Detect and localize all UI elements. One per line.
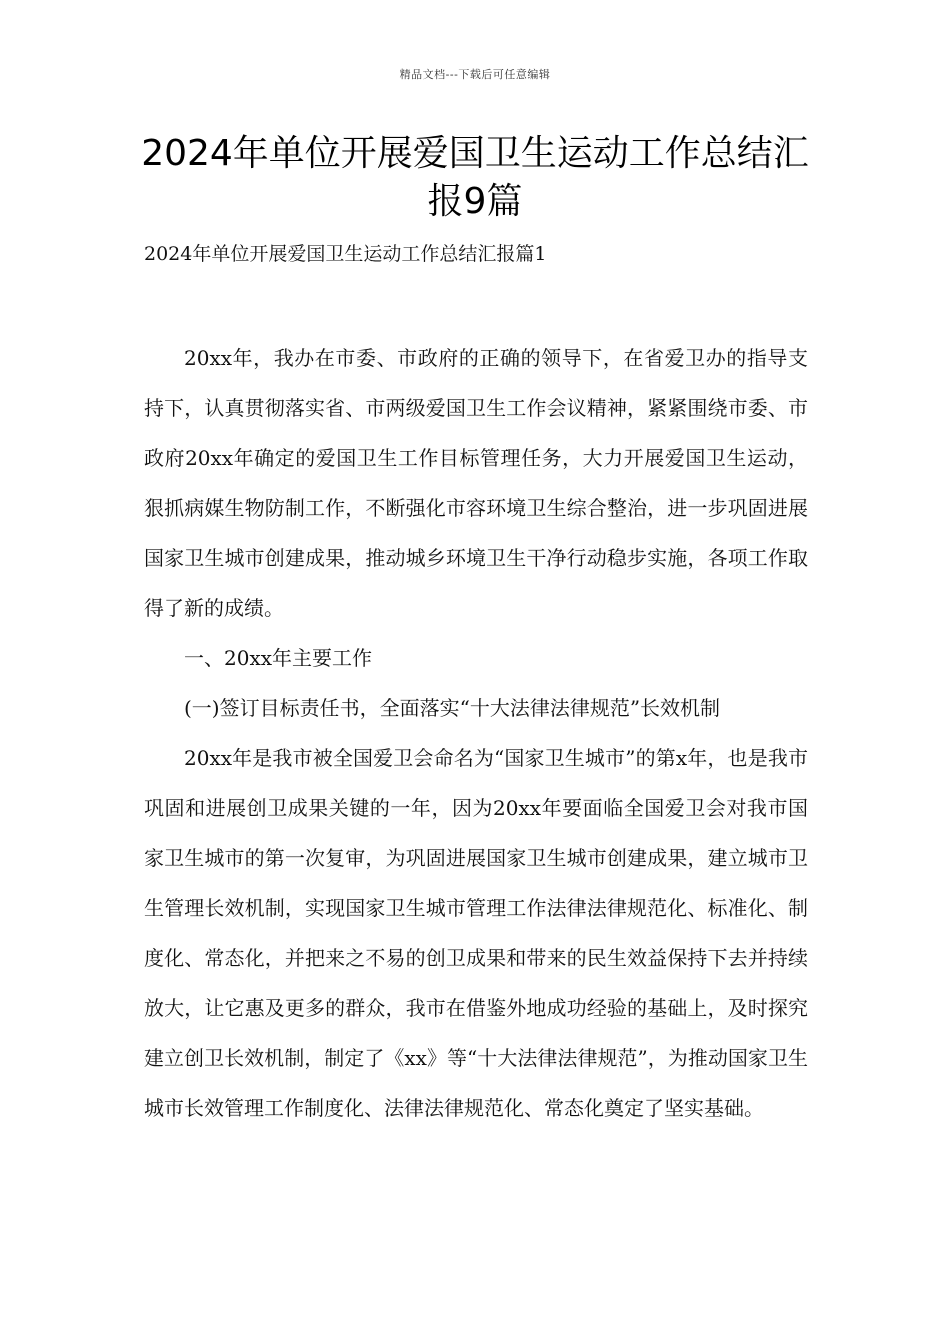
paragraph-intro: 20xx年，我办在市委、市政府的正确的领导下，在省爱卫办的指导支持下，认真贯彻落实省、市两级爱国卫生工作会议精神，紧紧围绕市委、市政府20xx年确定的爱国卫生工作目标管理任务，大力开展爱国卫生运动，狠抓病媒生物防制工作，不断强化市容环境卫生综合整治，进一步巩固进展国家卫生城市创建成果，推动城乡环境卫生干净行动稳步实施，各项工作取得了新的成绩。: [144, 346, 808, 620]
heading-target-responsibility: (一)签订目标责任书，全面落实“十大法律法律规范”长效机制: [184, 696, 721, 720]
section-subtitle: 2024年单位开展爱国卫生运动工作总结汇报篇1: [144, 243, 547, 265]
paragraph-long-term-mechanism: 20xx年是我市被全国爱卫会命名为“国家卫生城市”的第x年，也是我市巩固和进展创卫成果关键的一年，因为20xx年要面临全国爱卫会对我市国家卫生城市的第一次复审，为巩固进展国家卫生城市创建成果，建立城市卫生管理长效机制，实现国家卫生城市管理工作法律法律规范化、标准化、制度化、常态化，并把来之不易的创卫成果和带来的民生效益保持下去并持续放大，让它惠及更多的群众，我市在借鉴外地成功经验的基础上，及时探究建立创卫长效机制，制定了《xx》等“十大法律法律规范”，为推动国家卫生城市长效管理工作制度化、法律法律规范化、常态化奠定了坚实基础。: [144, 746, 808, 1120]
heading-main-work: 一、20xx年主要工作: [184, 646, 373, 670]
page-header-note: 精品文档---下载后可任意编辑: [399, 68, 551, 81]
document-body: [144, 333, 808, 1133]
document-title: 2024年单位开展爱国卫生运动工作总结汇报9篇: [141, 133, 809, 222]
